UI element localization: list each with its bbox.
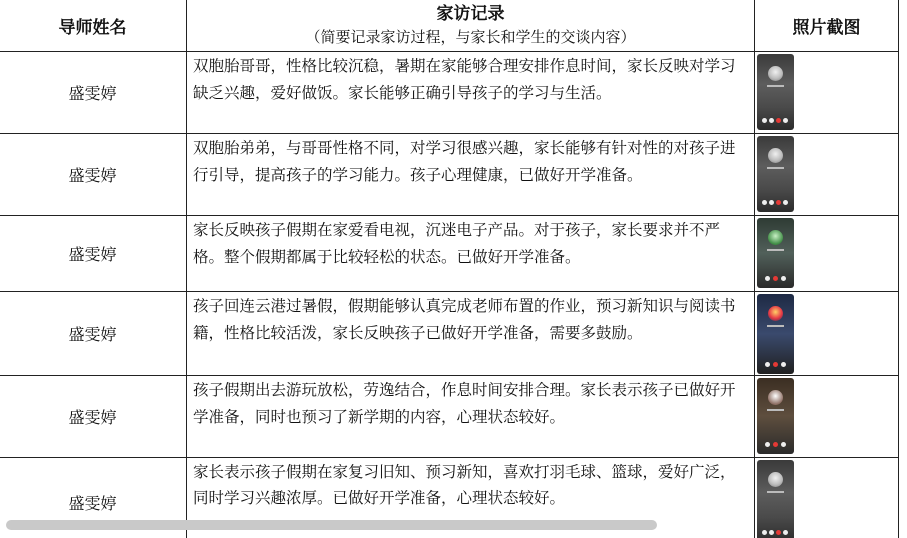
video-call-screenshot-icon[interactable]	[757, 378, 794, 454]
video-call-screenshot-icon[interactable]	[757, 218, 794, 288]
record-cell	[187, 376, 755, 458]
photo-cell[interactable]	[755, 52, 899, 134]
record-text: 家长表示孩子假期在家复习旧知、预习新知，喜欢打羽毛球、篮球，爱好广泛，同时学习兴趣浓厚。已做好开学准备，心理状态较好。	[193, 462, 736, 507]
teacher-name-cell: 盛雯婷	[0, 134, 187, 216]
table-row	[0, 52, 899, 134]
table-row	[0, 376, 899, 458]
record-cell	[187, 216, 755, 292]
video-call-screenshot-icon[interactable]	[757, 54, 794, 130]
record-cell	[187, 292, 755, 376]
horizontal-scrollbar[interactable]	[6, 520, 657, 530]
table-row	[0, 292, 899, 376]
record-text: 家长反映孩子假期在家爱看电视，沉迷电子产品。对于孩子，家长要求并不严格。整个假期都属于比较轻松的状态。已做好开学准备。	[193, 221, 721, 266]
video-call-screenshot-icon[interactable]	[757, 136, 794, 212]
video-call-screenshot-icon[interactable]	[757, 294, 794, 374]
teacher-name-cell: 盛雯婷	[0, 458, 187, 538]
record-cell	[187, 134, 755, 216]
record-text: 孩子假期出去游玩放松，劳逸结合，作息时间安排合理。家长表示孩子已做好开学准备，同时也预习了新学期的内容，心理状态较好。	[193, 381, 736, 426]
table-row	[0, 134, 899, 216]
record-cell	[187, 52, 755, 134]
photo-cell[interactable]	[755, 216, 899, 292]
teacher-name-cell: 盛雯婷	[0, 292, 187, 376]
teacher-name-cell: 盛雯婷	[0, 216, 187, 292]
table-header-row	[0, 0, 899, 52]
header-record-subtitle: （简要记录家访过程，与家长和学生的交谈内容）	[305, 28, 636, 46]
photo-cell[interactable]	[755, 458, 899, 538]
header-photo: 照片截图	[755, 0, 899, 52]
header-teacher-name: 导师姓名	[0, 0, 187, 52]
record-text: 孩子回连云港过暑假，假期能够认真完成老师布置的作业，预习新知识与阅读书籍，性格比较活泼，家长反映孩子已做好开学准备，需要多鼓励。	[193, 297, 736, 342]
photo-cell[interactable]	[755, 134, 899, 216]
header-record-title: 家访记录	[436, 4, 505, 24]
photo-cell[interactable]	[755, 292, 899, 376]
record-text: 双胞胎弟弟，与哥哥性格不同，对学习很感兴趣，家长能够有针对性的对孩子进行引导，提高孩子的学习能力。孩子心理健康，已做好开学准备。	[193, 139, 736, 184]
photo-cell[interactable]	[755, 376, 899, 458]
teacher-name-cell: 盛雯婷	[0, 52, 187, 134]
table-row	[0, 216, 899, 292]
teacher-name-cell: 盛雯婷	[0, 376, 187, 458]
record-text: 双胞胎哥哥，性格比较沉稳，暑期在家能够合理安排作息时间，家长反映对学习缺乏兴趣，爱好做饭。家长能够正确引导孩子的学习与生活。	[193, 57, 736, 102]
video-call-screenshot-icon[interactable]	[757, 460, 794, 538]
header-visit-record	[187, 0, 755, 52]
